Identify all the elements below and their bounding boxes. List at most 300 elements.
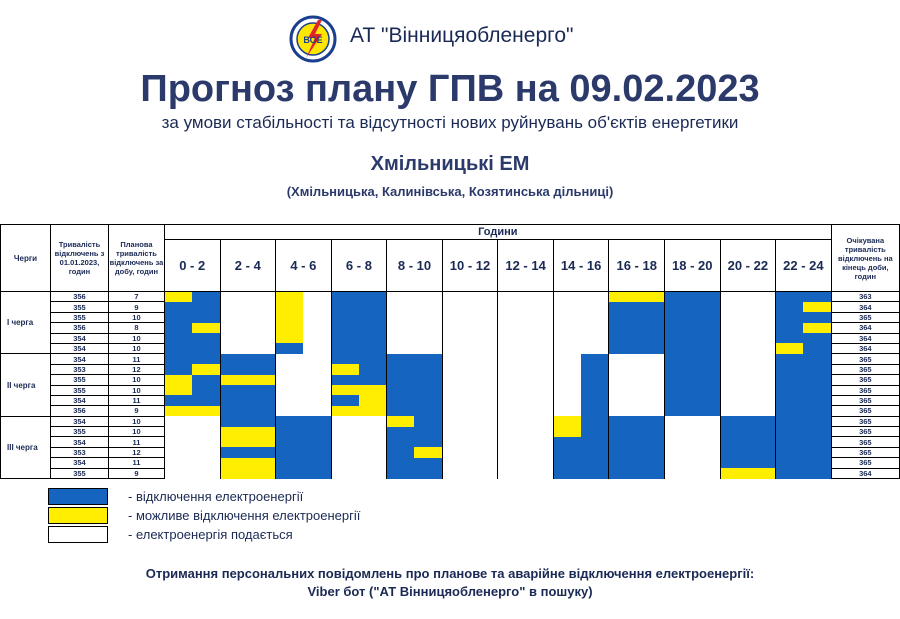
schedule-cell	[303, 312, 331, 322]
footer-viber: Viber бот ("АТ Вінницяобленерго" в пошуку)	[307, 584, 593, 599]
schedule-cell	[720, 416, 748, 426]
table-row	[1, 354, 900, 364]
legend-swatch-on	[48, 526, 108, 543]
schedule-cell	[248, 292, 276, 302]
schedule-cell	[303, 385, 331, 395]
schedule-cell	[470, 385, 498, 395]
schedule-cell	[581, 375, 609, 385]
interval-header: 22 - 24	[776, 240, 832, 292]
schedule-cell	[776, 447, 804, 457]
schedule-cell	[748, 406, 776, 416]
planned-cell: 11	[108, 437, 164, 447]
schedule-cell	[581, 364, 609, 374]
schedule-cell	[748, 395, 776, 405]
schedule-cell	[164, 468, 192, 478]
schedule-cell	[637, 302, 665, 312]
schedule-cell	[665, 458, 693, 468]
schedule-cell	[581, 416, 609, 426]
schedule-cell	[331, 292, 359, 302]
schedule-cell	[414, 333, 442, 343]
schedule-cell	[414, 375, 442, 385]
schedule-cell	[192, 364, 220, 374]
expected-cell: 365	[831, 458, 899, 468]
schedule-cell	[720, 312, 748, 322]
schedule-cell	[720, 406, 748, 416]
schedule-cell	[720, 302, 748, 312]
schedule-cell	[470, 364, 498, 374]
schedule-cell	[220, 354, 248, 364]
queue-label: І черга	[1, 292, 51, 354]
schedule-cell	[164, 375, 192, 385]
schedule-cell	[387, 312, 415, 322]
schedule-cell	[331, 302, 359, 312]
schedule-cell	[553, 427, 581, 437]
schedule-cell	[303, 437, 331, 447]
schedule-cell	[276, 333, 304, 343]
schedule-cell	[303, 468, 331, 478]
schedule-cell	[276, 437, 304, 447]
schedule-cell	[470, 292, 498, 302]
schedule-cell	[470, 406, 498, 416]
schedule-cell	[776, 385, 804, 395]
schedule-cell	[414, 385, 442, 395]
schedule-cell	[609, 437, 637, 447]
duration-cell: 355	[50, 468, 108, 478]
schedule-cell	[748, 427, 776, 437]
schedule-cell	[164, 395, 192, 405]
schedule-cell	[359, 447, 387, 457]
schedule-cell	[553, 416, 581, 426]
schedule-cell	[359, 323, 387, 333]
planned-cell: 10	[108, 333, 164, 343]
schedule-cell	[526, 385, 554, 395]
schedule-cell	[720, 385, 748, 395]
schedule-cell	[609, 375, 637, 385]
schedule-cell	[248, 323, 276, 333]
schedule-cell	[526, 427, 554, 437]
schedule-cell	[248, 302, 276, 312]
duration-cell: 353	[50, 447, 108, 457]
schedule-cell	[331, 416, 359, 426]
table-row	[1, 375, 900, 385]
schedule-cell	[442, 302, 470, 312]
schedule-cell	[637, 364, 665, 374]
schedule-cell	[248, 406, 276, 416]
schedule-cell	[498, 395, 526, 405]
schedule-cell	[526, 395, 554, 405]
schedule-cell	[776, 364, 804, 374]
schedule-cell	[609, 395, 637, 405]
schedule-cell	[359, 437, 387, 447]
planned-cell: 10	[108, 312, 164, 322]
expected-cell: 364	[831, 343, 899, 353]
schedule-cell	[776, 437, 804, 447]
schedule-cell	[387, 395, 415, 405]
schedule-cell	[665, 292, 693, 302]
schedule-cell	[248, 395, 276, 405]
schedule-cell	[220, 447, 248, 457]
schedule-cell	[331, 468, 359, 478]
duration-cell: 355	[50, 302, 108, 312]
schedule-cell	[248, 468, 276, 478]
schedule-cell	[303, 343, 331, 353]
schedule-cell	[665, 385, 693, 395]
schedule-cell	[220, 427, 248, 437]
schedule-cell	[665, 323, 693, 333]
schedule-cell	[414, 302, 442, 312]
schedule-cell	[581, 323, 609, 333]
schedule-cell	[692, 292, 720, 302]
legend-item-off	[48, 488, 448, 505]
interval-header: 14 - 16	[553, 240, 609, 292]
schedule-cell	[637, 323, 665, 333]
interval-header: 8 - 10	[387, 240, 443, 292]
schedule-cell	[359, 427, 387, 437]
schedule-cell	[803, 343, 831, 353]
schedule-cell	[776, 343, 804, 353]
footer-notice: Отримання персональних повідомлень про планове та аварійне відключення електроенергії:	[145, 566, 755, 581]
schedule-cell	[414, 437, 442, 447]
schedule-cell	[776, 354, 804, 364]
schedule-cell	[803, 354, 831, 364]
schedule-cell	[748, 385, 776, 395]
schedule-cell	[442, 468, 470, 478]
schedule-cell	[359, 302, 387, 312]
schedule-cell	[192, 416, 220, 426]
expected-cell: 365	[831, 354, 899, 364]
schedule-cell	[581, 406, 609, 416]
schedule-cell	[692, 333, 720, 343]
schedule-cell	[470, 354, 498, 364]
schedule-cell	[248, 354, 276, 364]
schedule-cell	[248, 385, 276, 395]
schedule-cell	[276, 458, 304, 468]
schedule-cell	[220, 302, 248, 312]
schedule-cell	[692, 437, 720, 447]
queue-label: ІІІ черга	[1, 416, 51, 478]
schedule-cell	[692, 416, 720, 426]
schedule-cell	[553, 312, 581, 322]
schedule-cell	[776, 333, 804, 343]
schedule-cell	[331, 364, 359, 374]
schedule-cell	[498, 333, 526, 343]
schedule-cell	[609, 364, 637, 374]
schedule-cell	[637, 354, 665, 364]
header-expected: Очікувана тривалість відключень на кінець доби, годин	[831, 225, 899, 292]
schedule-cell	[414, 468, 442, 478]
schedule-cell	[692, 468, 720, 478]
duration-cell: 355	[50, 375, 108, 385]
schedule-cell	[498, 458, 526, 468]
schedule-cell	[637, 406, 665, 416]
schedule-cell	[470, 333, 498, 343]
schedule-cell	[220, 468, 248, 478]
table-row	[1, 364, 900, 374]
interval-header: 18 - 20	[665, 240, 721, 292]
duration-cell: 354	[50, 333, 108, 343]
schedule-cell	[609, 292, 637, 302]
schedule-cell	[192, 437, 220, 447]
schedule-cell	[581, 395, 609, 405]
table-row	[1, 395, 900, 405]
schedule-cell	[803, 375, 831, 385]
planned-cell: 11	[108, 354, 164, 364]
interval-header: 12 - 14	[498, 240, 554, 292]
company-name: АТ "Вінницяобленерго"	[350, 24, 574, 47]
schedule-cell	[414, 447, 442, 457]
planned-cell: 10	[108, 427, 164, 437]
schedule-cell	[665, 333, 693, 343]
schedule-cell	[192, 427, 220, 437]
table-row	[1, 406, 900, 416]
duration-cell: 354	[50, 343, 108, 353]
schedule-cell	[192, 312, 220, 322]
schedule-cell	[692, 427, 720, 437]
schedule-cell	[331, 312, 359, 322]
table-row	[1, 302, 900, 312]
schedule-cell	[803, 323, 831, 333]
schedule-cell	[692, 354, 720, 364]
schedule-cell	[359, 292, 387, 302]
schedule-cell	[581, 447, 609, 457]
expected-cell: 365	[831, 416, 899, 426]
schedule-cell	[359, 468, 387, 478]
legend-label-on: - електроенергія подається	[128, 527, 293, 542]
schedule-cell	[665, 437, 693, 447]
schedule-cell	[609, 427, 637, 437]
interval-header: 4 - 6	[276, 240, 332, 292]
schedule-cell	[359, 364, 387, 374]
svg-text:ВОЕ: ВОЕ	[303, 35, 323, 45]
expected-cell: 364	[831, 302, 899, 312]
schedule-cell	[470, 312, 498, 322]
schedule-cell	[803, 458, 831, 468]
schedule-cell	[303, 302, 331, 312]
schedule-cell	[498, 416, 526, 426]
schedule-cell	[331, 323, 359, 333]
schedule-cell	[442, 364, 470, 374]
schedule-cell	[414, 458, 442, 468]
schedule-cell	[220, 323, 248, 333]
schedule-cell	[164, 416, 192, 426]
schedule-cell	[526, 416, 554, 426]
schedule-cell	[220, 375, 248, 385]
duration-cell: 356	[50, 406, 108, 416]
table-row	[1, 427, 900, 437]
schedule-cell	[387, 406, 415, 416]
schedule-cell	[164, 364, 192, 374]
schedule-cell	[776, 375, 804, 385]
schedule-cell	[442, 385, 470, 395]
schedule-cell	[442, 292, 470, 302]
schedule-cell	[748, 292, 776, 302]
schedule-cell	[692, 406, 720, 416]
schedule-cell	[442, 343, 470, 353]
schedule-cell	[665, 302, 693, 312]
schedule-cell	[414, 416, 442, 426]
schedule-cell	[248, 458, 276, 468]
schedule-cell	[581, 458, 609, 468]
schedule-cell	[220, 416, 248, 426]
schedule-cell	[442, 406, 470, 416]
schedule-cell	[665, 364, 693, 374]
table-row	[1, 292, 900, 302]
schedule-cell	[553, 437, 581, 447]
schedule-cell	[581, 354, 609, 364]
schedule-cell	[526, 343, 554, 353]
schedule-cell	[803, 312, 831, 322]
schedule-cell	[692, 458, 720, 468]
schedule-cell	[609, 312, 637, 322]
table-row	[1, 323, 900, 333]
schedule-cell	[498, 323, 526, 333]
schedule-cell	[776, 323, 804, 333]
schedule-cell	[498, 375, 526, 385]
schedule-cell	[692, 364, 720, 374]
schedule-cell	[665, 427, 693, 437]
schedule-cell	[692, 385, 720, 395]
schedule-cell	[720, 468, 748, 478]
schedule-cell	[776, 458, 804, 468]
schedule-cell	[498, 406, 526, 416]
expected-cell: 365	[831, 385, 899, 395]
schedule-cell	[387, 447, 415, 457]
schedule-cell	[776, 427, 804, 437]
schedule-cell	[637, 312, 665, 322]
schedule-cell	[692, 302, 720, 312]
schedule-cell	[637, 333, 665, 343]
schedule-cell	[748, 458, 776, 468]
schedule-cell	[637, 468, 665, 478]
schedule-cell	[192, 333, 220, 343]
expected-cell: 364	[831, 468, 899, 478]
schedule-cell	[414, 292, 442, 302]
table-row	[1, 416, 900, 426]
schedule-cell	[414, 323, 442, 333]
outage-schedule-table	[0, 224, 900, 479]
schedule-cell	[442, 323, 470, 333]
table-row	[1, 468, 900, 478]
interval-header: 10 - 12	[442, 240, 498, 292]
schedule-cell	[331, 406, 359, 416]
schedule-cell	[414, 364, 442, 374]
schedule-cell	[359, 416, 387, 426]
schedule-cell	[387, 354, 415, 364]
schedule-cell	[665, 468, 693, 478]
schedule-cell	[553, 333, 581, 343]
schedule-cell	[303, 364, 331, 374]
schedule-cell	[665, 375, 693, 385]
schedule-cell	[665, 447, 693, 457]
page-title: Прогноз плану ГПВ на 09.02.2023	[140, 68, 760, 110]
schedule-cell	[748, 302, 776, 312]
schedule-cell	[359, 458, 387, 468]
expected-cell: 365	[831, 406, 899, 416]
schedule-cell	[720, 395, 748, 405]
legend-swatch-maybe	[48, 507, 108, 524]
schedule-cell	[164, 292, 192, 302]
schedule-cell	[665, 395, 693, 405]
schedule-cell	[498, 447, 526, 457]
schedule-cell	[387, 292, 415, 302]
schedule-cell	[470, 468, 498, 478]
schedule-cell	[609, 302, 637, 312]
schedule-cell	[776, 395, 804, 405]
schedule-cell	[609, 406, 637, 416]
expected-cell: 364	[831, 323, 899, 333]
schedule-cell	[192, 395, 220, 405]
schedule-cell	[526, 468, 554, 478]
schedule-cell	[776, 302, 804, 312]
schedule-cell	[609, 343, 637, 353]
schedule-cell	[526, 312, 554, 322]
schedule-cell	[359, 333, 387, 343]
schedule-cell	[609, 385, 637, 395]
schedule-cell	[248, 333, 276, 343]
schedule-cell	[720, 354, 748, 364]
schedule-cell	[164, 385, 192, 395]
schedule-cell	[303, 447, 331, 457]
schedule-cell	[442, 447, 470, 457]
schedule-cell	[720, 447, 748, 457]
page-subtitle: за умови стабільності та відсутності нових руйнувань об'єктів енергетики	[161, 113, 739, 132]
schedule-cell	[470, 437, 498, 447]
schedule-cell	[553, 468, 581, 478]
schedule-cell	[220, 458, 248, 468]
schedule-cell	[748, 375, 776, 385]
schedule-cell	[665, 354, 693, 364]
expected-cell: 363	[831, 292, 899, 302]
table-row	[1, 312, 900, 322]
schedule-cell	[748, 323, 776, 333]
planned-cell: 10	[108, 375, 164, 385]
schedule-cell	[637, 292, 665, 302]
schedule-cell	[470, 427, 498, 437]
schedule-cell	[748, 437, 776, 447]
schedule-cell	[414, 343, 442, 353]
schedule-cell	[387, 468, 415, 478]
table-row	[1, 447, 900, 457]
schedule-cell	[276, 385, 304, 395]
duration-cell: 354	[50, 437, 108, 447]
schedule-cell	[665, 416, 693, 426]
schedule-cell	[303, 416, 331, 426]
schedule-cell	[192, 323, 220, 333]
schedule-cell	[553, 323, 581, 333]
schedule-cell	[609, 333, 637, 343]
schedule-cell	[526, 458, 554, 468]
schedule-cell	[248, 416, 276, 426]
interval-header: 20 - 22	[720, 240, 776, 292]
schedule-cell	[803, 395, 831, 405]
schedule-cell	[776, 416, 804, 426]
schedule-cell	[637, 437, 665, 447]
schedule-cell	[776, 468, 804, 478]
schedule-cell	[637, 375, 665, 385]
schedule-cell	[442, 416, 470, 426]
schedule-cell	[553, 343, 581, 353]
legend-swatch-off	[48, 488, 108, 505]
duration-cell: 355	[50, 427, 108, 437]
schedule-cell	[581, 437, 609, 447]
schedule-cell	[665, 312, 693, 322]
schedule-cell	[553, 406, 581, 416]
schedule-cell	[803, 447, 831, 457]
schedule-cell	[470, 447, 498, 457]
schedule-cell	[164, 312, 192, 322]
duration-cell: 354	[50, 395, 108, 405]
schedule-cell	[665, 406, 693, 416]
